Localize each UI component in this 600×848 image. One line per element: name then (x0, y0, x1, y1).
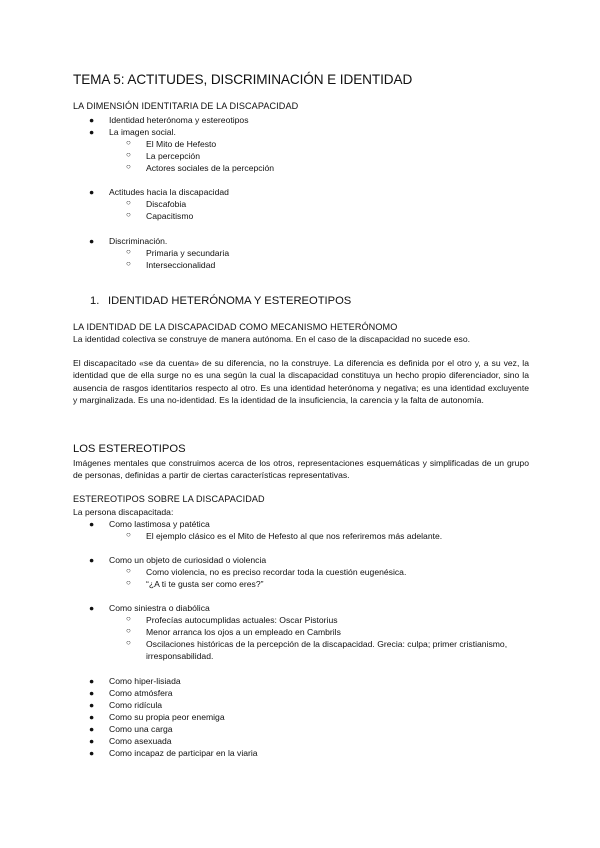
bullet-icon: ● (89, 688, 95, 698)
bullet-icon: ● (89, 127, 95, 137)
stereotype-list-label: Como hiper-lisiada (109, 676, 181, 686)
outline-item-label: Actitudes hacia la discapacidad (109, 187, 229, 197)
hollow-bullet-icon: ○ (126, 530, 131, 539)
stereotype-list-label: Como una carga (109, 724, 173, 734)
stereotype-label: Como un objeto de curiosidad o violencia (109, 555, 267, 565)
bullet-icon: ● (89, 187, 95, 197)
stereotype-list-label: Como asexuada (109, 736, 172, 746)
hollow-bullet-icon: ○ (126, 578, 131, 587)
bullet-icon: ● (89, 519, 95, 529)
stereotype-sublabel: “¿A ti te gusta ser como eres?” (146, 579, 264, 589)
outline-item-label: La imagen social. (109, 127, 176, 137)
bullet-icon: ● (89, 115, 95, 125)
section-number: 1. (90, 295, 100, 307)
stereotype-sublabel: Menor arranca los ojos a un empleado en Cambrils (146, 627, 341, 637)
section-title: IDENTIDAD HETERÓNOMA Y ESTEREOTIPOS (108, 295, 352, 307)
stereotype-list-label: Como su propia peor enemiga (109, 712, 225, 722)
section-heading (90, 295, 351, 307)
stereotypes-heading: LOS ESTEREOTIPOS (73, 443, 186, 455)
bullet-icon: ● (89, 236, 95, 246)
bullet-icon: ● (89, 736, 95, 746)
bullet-icon: ● (89, 555, 95, 565)
body-paragraph: El discapacitado «se da cuenta» de su diferencia, no la construye. La diferencia es definida por el otro y, a su vez, la identidad que de ella surge no es una según la cual la discapacidad constituya un hecho propio diferenciador, sino la ausencia de rasgos identitarios respecto al otro. Es una identidad heterónoma y negativa; es una identidad excluyente y marginalizada. Es una no-identidad. Es la identidad de la insuficiencia, la carencia y la falta de autonomía. (73, 358, 529, 406)
hollow-bullet-icon: ○ (126, 614, 131, 623)
stereotype-sublabel: Como violencia, no es preciso recordar toda la cuestión eugenésica. (146, 567, 407, 577)
hollow-bullet-icon: ○ (126, 150, 131, 159)
outline-subitem-label: Capacitismo (146, 211, 194, 221)
hollow-bullet-icon: ○ (126, 138, 131, 147)
outline-item-label: Discriminación. (109, 236, 168, 246)
hollow-bullet-icon: ○ (126, 566, 131, 575)
bullet-icon: ● (89, 603, 95, 613)
stereotype-sublabel: El ejemplo clásico es el Mito de Hefesto al que nos referiremos más adelante. (146, 531, 443, 541)
stereotype-sublabel: Profecías autocumplidas actuales: Oscar Pistorius (146, 615, 338, 625)
outline-subitem-label: Actores sociales de la percepción (146, 163, 275, 173)
outline-subitem-label: El Mito de Hefesto (146, 139, 217, 149)
outline-subitem-label: Primaria y secundaria (146, 248, 230, 258)
stereotype-label: Como lastimosa y patética (109, 519, 210, 529)
bullet-icon: ● (89, 748, 95, 758)
bullet-icon: ● (89, 724, 95, 734)
bullet-icon: ● (89, 676, 95, 686)
stereotype-label: Como siniestra o diabólica (109, 603, 210, 613)
stereotype-list-label: Como atmósfera (109, 688, 173, 698)
outline-subitem-label: Interseccionalidad (146, 260, 216, 270)
hollow-bullet-icon: ○ (126, 162, 131, 171)
bullet-icon: ● (89, 712, 95, 722)
stereotype-sublabel: Oscilaciones históricas de la percepción de la discapacidad. Grecia: culpa; primer cristianismo, irresponsabilidad. (146, 639, 508, 661)
section-subheading: LA IDENTIDAD DE LA DISCAPACIDAD COMO MECANISMO HETERÓNOMO (73, 322, 398, 332)
lead-text: La persona discapacitada: (73, 507, 174, 517)
outline-subitem-label: Discafobia (146, 199, 187, 209)
hollow-bullet-icon: ○ (126, 638, 131, 647)
hollow-bullet-icon: ○ (126, 259, 131, 268)
stereotypes-definition: Imágenes mentales que construimos acerca de los otros, representaciones esquemáticas y simplificadas de un grupo de personas, definidas a partir de ciertas características representativas. (73, 458, 529, 481)
outline-item-label: Identidad heterónoma y estereotipos (109, 115, 249, 125)
intro-text: La identidad colectiva se construye de manera autónoma. En el caso de la discapacidad no sucede eso. (73, 334, 470, 344)
hollow-bullet-icon: ○ (126, 247, 131, 256)
bullet-icon: ● (89, 700, 95, 710)
outline-subitem-label: La percepción (146, 151, 200, 161)
page-title: TEMA 5: ACTITUDES, DISCRIMINACIÓN E IDENTIDAD (73, 72, 413, 87)
hollow-bullet-icon: ○ (126, 626, 131, 635)
outline-heading: LA DIMENSIÓN IDENTITARIA DE LA DISCAPACIDAD (73, 101, 299, 111)
hollow-bullet-icon: ○ (126, 210, 131, 219)
stereotype-list-label: Como ridícula (109, 700, 163, 710)
hollow-bullet-icon: ○ (126, 198, 131, 207)
stereotypes-subheading: ESTEREOTIPOS SOBRE LA DISCAPACIDAD (73, 494, 265, 504)
stereotype-list-label: Como incapaz de participar en la viaria (109, 748, 258, 758)
